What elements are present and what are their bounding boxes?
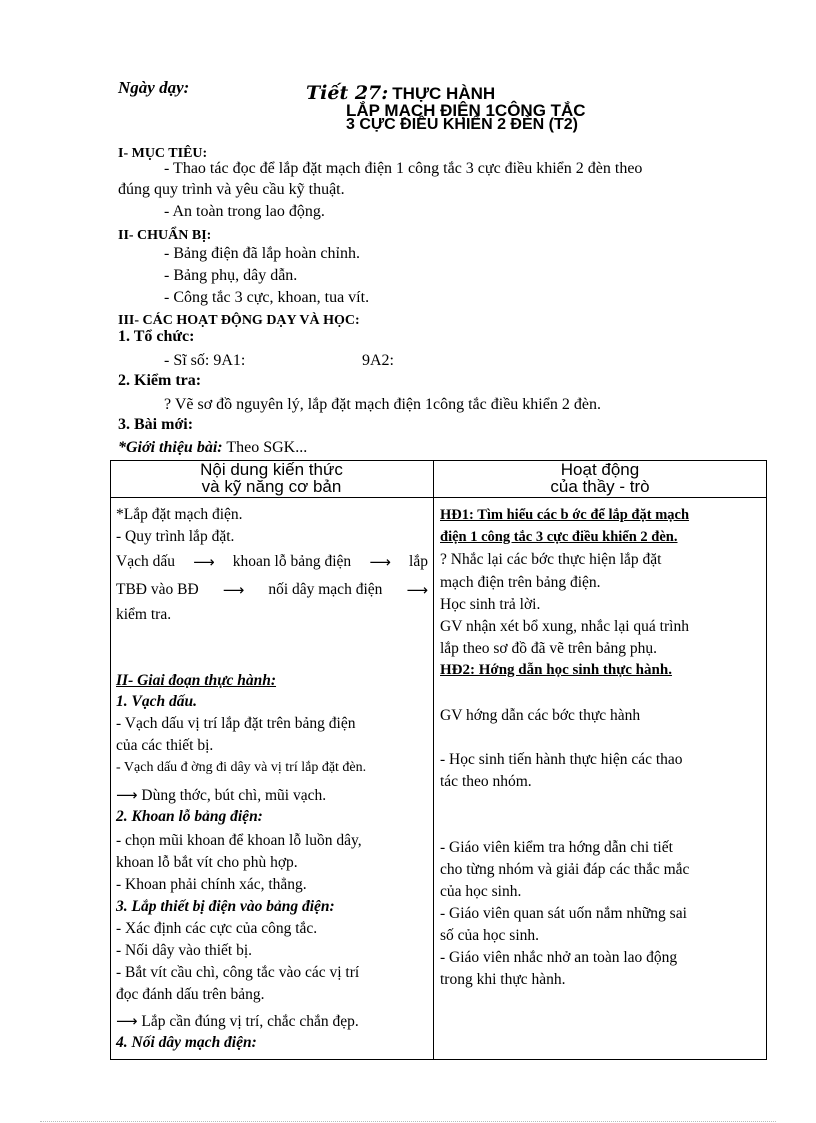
check-question: ? Vẽ sơ đồ nguyên lý, lắp đặt mạch điện 1công tắc điều khiển 2 đèn. <box>164 396 601 413</box>
title-line1: THỰC HÀNH <box>392 84 496 103</box>
left-header-line2: và kỹ năng cơ bản <box>201 477 342 496</box>
title-line2: LẮP MẠCH ĐIỆN 1CÔNG TẮC <box>346 101 586 120</box>
left-line: của các thiết bị. <box>116 737 214 754</box>
right-line: tác theo nhóm. <box>440 773 532 790</box>
left-line-arrow <box>116 1012 359 1031</box>
table-header-rule <box>110 497 766 498</box>
preparation-heading: II- CHUẨN BỊ: <box>118 228 212 243</box>
right-line: - Giáo viên quan sát uốn nắm những sai <box>440 905 687 922</box>
preparation-item: - Công tắc 3 cực, khoan, tua vít. <box>164 289 370 306</box>
table-divider <box>433 460 434 1059</box>
preparation-item: - Bảng phụ, dây dẫn. <box>164 267 298 284</box>
right-header <box>434 461 766 495</box>
arrow-icon: ⟶ <box>406 581 428 599</box>
right-line: số của học sinh. <box>440 927 540 944</box>
right-line: trong khi thực hành. <box>440 971 566 988</box>
right-line: cho từng nhóm và giải đáp các thắc mắc <box>440 861 690 878</box>
left-line: - Khoan phải chính xác, thẳng. <box>116 876 307 893</box>
objective-line3: - An toàn trong lao động. <box>164 203 325 220</box>
step3-heading: 3. Lắp thiết bị điện vào bảng điện: <box>116 898 335 915</box>
step1-heading: 1. Vạch dấu. <box>116 693 197 710</box>
left-header <box>110 461 433 495</box>
attendance-9a2: 9A2: <box>362 352 394 369</box>
arrow-icon: ⟶ <box>369 553 391 571</box>
objective-line1: - Thao tác đọc để lắp đặt mạch điện 1 công tắc 3 cực điều khiển 2 đèn theo <box>164 160 643 177</box>
lesson-number: Tiết 27: <box>306 82 389 104</box>
date-label: Ngày dạy: <box>118 78 190 97</box>
tools-text: Dùng thớc, bút chì, mũi vạch. <box>141 787 327 804</box>
left-process-line2 <box>116 581 428 599</box>
preparation-item: - Bảng điện đã lắp hoàn chỉnh. <box>164 245 360 262</box>
new-lesson-heading: 3. Bài mới: <box>118 416 194 433</box>
left-line: kiểm tra. <box>116 606 172 623</box>
left-line: khoan lỗ bắt vít cho phù hợp. <box>116 854 298 871</box>
left-line: - Bắt vít cầu chì, công tắc vào các vị trí <box>116 964 360 981</box>
right-header-line1: Hoạt động <box>560 460 640 479</box>
left-line-arrow <box>116 786 326 805</box>
practice-phase-heading: II- Giai đoạn thực hành: <box>116 672 277 689</box>
arrow-icon: ⟶ <box>116 786 138 804</box>
arrow-icon: ⟶ <box>193 553 215 571</box>
left-line: - Nối dây vào thiết bị. <box>116 942 253 959</box>
left-line: - Quy trình lắp đặt. <box>116 528 235 545</box>
left-header-line1: Nội dung kiến thức <box>200 460 343 479</box>
arrow-icon: ⟶ <box>116 1012 138 1030</box>
right-line: GV hớng dẫn các bớc thực hành <box>440 707 641 724</box>
hd1-heading-line2: điện 1 công tắc 3 cực điều khiển 2 đèn. <box>440 529 678 545</box>
right-line: - Học sinh tiến hành thực hiện các thao <box>440 751 683 768</box>
mount-text: Lắp cần đúng vị trí, chắc chắn đẹp. <box>141 1013 359 1030</box>
objectives-heading: I- MỤC TIÊU: <box>118 146 208 161</box>
step-device: TBĐ vào BĐ <box>116 581 199 598</box>
right-line: - Giáo viên kiểm tra hớng dẫn chi tiết <box>440 839 673 856</box>
hd1-heading-line1: HĐ1: Tìm hiểu các b ớc để lắp đặt mạch <box>440 507 690 523</box>
left-line: - Vạch dấu vị trí lắp đặt trên bảng điện <box>116 715 356 732</box>
left-line: - Vạch dấu đ ờng đi dây và vị trí lắp đặt đèn. <box>116 760 367 775</box>
intro-label: *Giới thiệu bài: <box>118 439 223 456</box>
left-line: - chọn mũi khoan để khoan lỗ luồn dây, <box>116 832 362 849</box>
step-mark: Vạch dấu <box>116 553 175 570</box>
activities-heading: III- CÁC HOẠT ĐỘNG DẠY VÀ HỌC: <box>118 313 360 328</box>
left-process-line1 <box>116 553 428 571</box>
attendance-9a1: - Sĩ số: 9A1: <box>164 352 246 369</box>
arrow-icon: ⟶ <box>222 581 245 599</box>
right-line: ? Nhắc lại các bớc thực hiện lắp đặt <box>440 551 662 568</box>
step4-heading: 4. Nối dây mạch điện: <box>116 1034 257 1051</box>
org-heading: 1. Tổ chức: <box>118 328 195 345</box>
right-line: GV nhận xét bổ xung, nhắc lại quá trình <box>440 618 689 635</box>
hd2-heading: HĐ2: Hớng dẫn học sinh thực hành. <box>440 662 672 678</box>
page-edge-divider <box>40 1121 776 1122</box>
left-line: đọc đánh dấu trên bảng. <box>116 986 265 1003</box>
left-line: *Lắp đặt mạch điện. <box>116 506 243 523</box>
right-header-line2: của thầy - trò <box>550 477 650 496</box>
right-line: mạch điện trên bảng điện. <box>440 574 601 591</box>
title-line3: 3 CỰC ĐIỀU KHIỂN 2 ĐÈN (T2) <box>346 116 578 133</box>
left-line: - Xác định các cực của công tắc. <box>116 920 318 937</box>
check-heading: 2. Kiểm tra: <box>118 372 202 389</box>
step-wire: nối dây mạch điện <box>268 581 383 598</box>
right-line: - Giáo viên nhắc nhở an toàn lao động <box>440 949 678 966</box>
step-drill: khoan lỗ bảng điện <box>232 553 352 570</box>
right-line: Học sinh trả lời. <box>440 596 541 613</box>
intro-text: Theo SGK... <box>226 439 308 456</box>
right-line: lắp theo sơ đồ đã vẽ trên bảng phụ. <box>440 640 657 657</box>
objective-line2: đúng quy trình và yêu cầu kỹ thuật. <box>118 181 345 198</box>
right-line: của học sinh. <box>440 883 522 900</box>
step2-heading: 2. Khoan lỗ bảng điện: <box>116 808 263 825</box>
intro-line <box>118 439 307 457</box>
step-mount: lắp <box>409 553 428 570</box>
